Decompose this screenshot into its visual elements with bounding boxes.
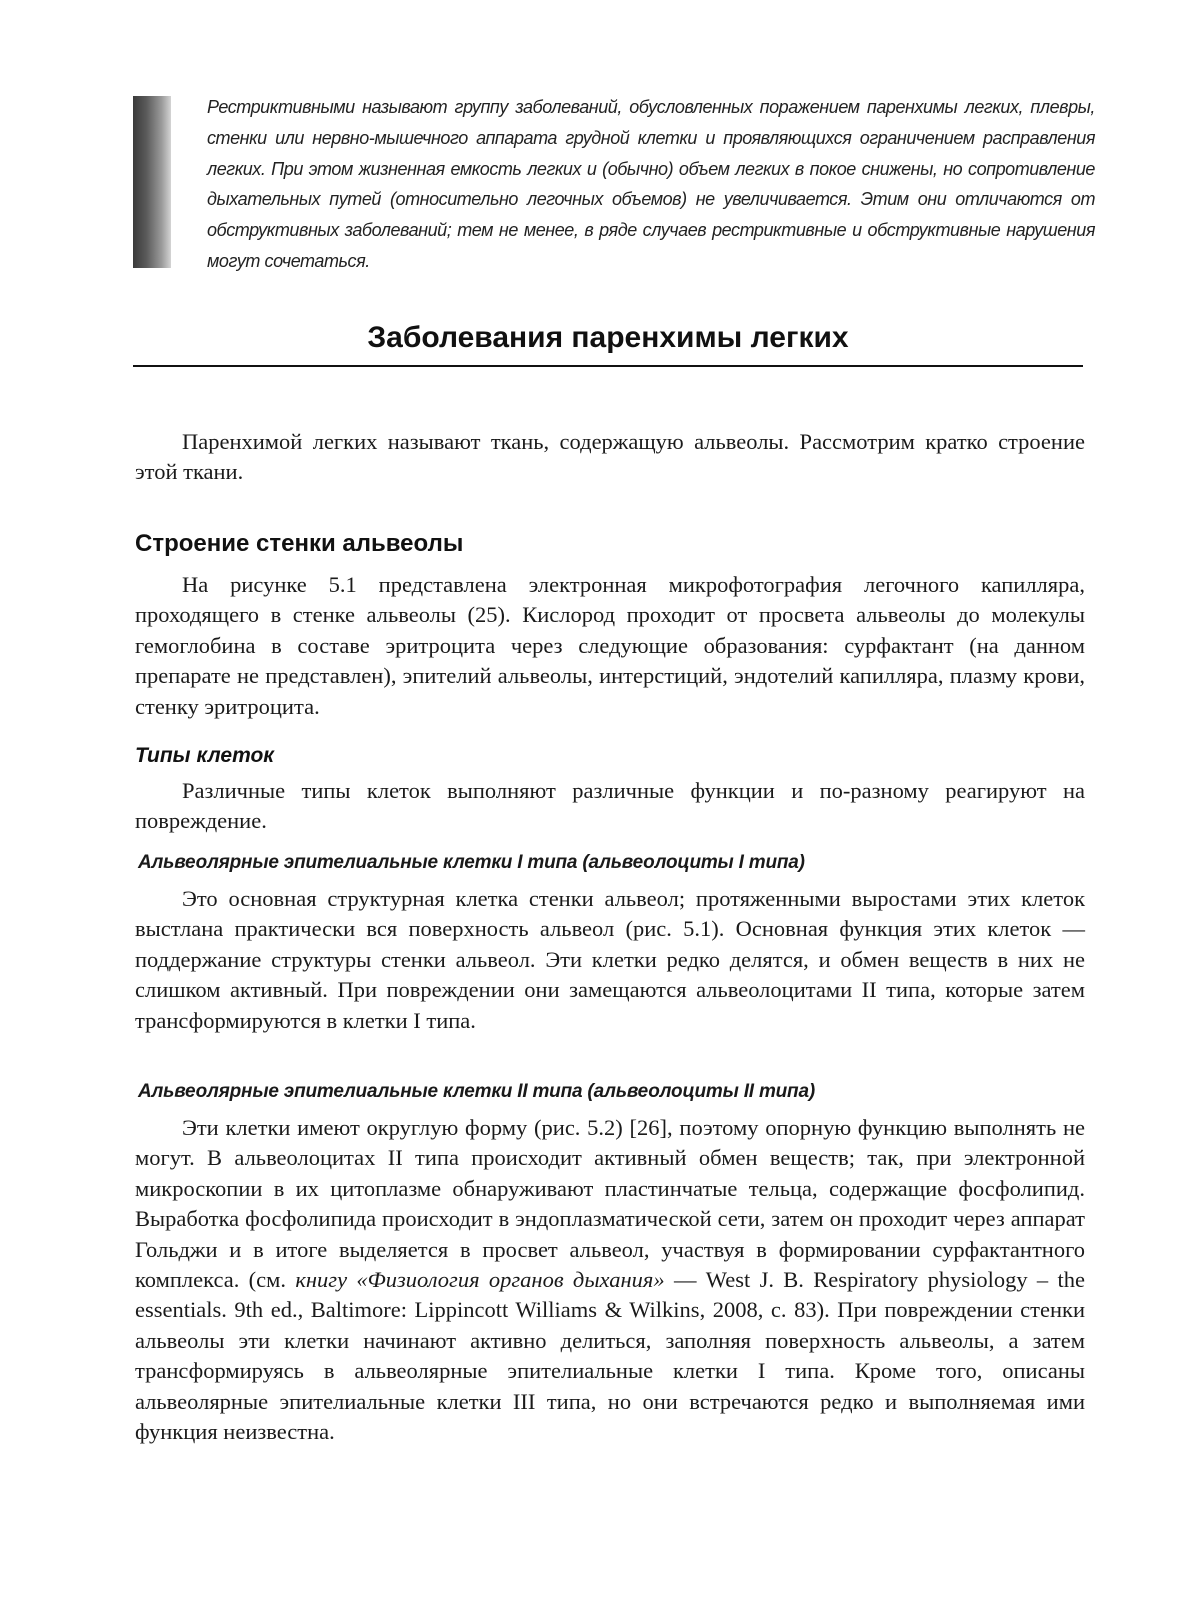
heading-type1-cells: Альвеолярные эпителиальные клетки I типа (альвеолоциты I типа): [138, 852, 805, 873]
paragraph-type1-cells: Это основная структурная клетка стенки альвеол; протяженными выростами этих клеток выстлана практически вся поверхность альвеол (рис. 5.1). Основная функция этих клеток — поддержание структуры стенки альвеол. Эти клетки редко делятся, и обмен веществ в них не слишком активный. При повреждении они замещаются альвеолоцитами II типа, которые затем трансформируются в клетки I типа.: [135, 886, 1085, 1033]
chapter-title: Заболевания паренхимы легких: [367, 321, 849, 354]
book-reference: книгу «Физиология органов дыхания»: [295, 1267, 665, 1293]
type2-text-part2: — West J. B. Respiratory physiology – the essentials. 9th ed., Baltimore: Lippincott Williams & Wilkins, 2008, с. 83). При повреждении стенки альвеолы эти клетки начинают активно делиться, заполняя поверхность альвеолы, а затем трансформируясь в альвеолярные эпителиальные клетки I типа. Кроме того, описаны альвеолярные эпителиальные клетки III типа, но они встречаются редко и выполняемая ими функция неизвестна.: [135, 1267, 1085, 1445]
callout-text: Рестриктивными называют группу заболеваний, обусловленных поражением паренхимы легких, плевры, стенки или нервно-мышечного аппарата грудной клетки и проявляющихся ограничением расправления легких. При этом жизненная емкость легких и (обычно) объем легких в покое снижены, но сопротивление дыхательных путей (относительно легочных объемов) не увеличивается. Этим они отличаются от обструктивных заболеваний; тем не менее, в ряде случаев рестриктивные и обструктивные нарушения могут сочетаться.: [207, 97, 1095, 271]
paragraph-type2-cells: [135, 1113, 1085, 1447]
callout-side-bar: [133, 96, 171, 268]
section-heading-alveolar-wall: Строение стенки альвеолы: [135, 530, 464, 557]
chapter-title-underline: [133, 365, 1083, 367]
paragraph-alveolar-wall: На рисунке 5.1 представлена электронная микрофотография легочного капилляра, проходящего в стенке альвеолы (25). Кислород проходит от просвета альвеолы до молекулы гемоглобина в составе эритроцита через следующие образования: сурфактант (на данном препарате не представлен), эпителий альвеолы, интерстиций, эндотелий капилляра, плазму крови, стенку эритроцита.: [135, 572, 1085, 719]
subsection-heading-cell-types: Типы клеток: [135, 744, 274, 767]
intro-paragraph: Паренхимой легких называют ткань, содержащую альвеолы. Рассмотрим кратко строение этой ткани.: [135, 429, 1085, 485]
paragraph-cell-types: Различные типы клеток выполняют различные функции и по-разному реагируют на повреждение.: [135, 778, 1085, 834]
type2-text-part1: Эти клетки имеют округлую форму (рис. 5.2) [26], поэтому опорную функцию выполнять не могут. В альвеолоцитах II типа происходит активный обмен веществ; так, при электронной микроскопии в их цитоплазме обнаруживают пластинчатые тельца, содержащие фосфолипид. Выработка фосфолипида происходит в эндоплазматической сети, затем он проходит через аппарат Гольджи и в итоге выделяется в просвет альвеол, участвуя в формировании сурфактантного комплекса. (см.: [135, 1115, 1085, 1293]
definition-callout: [133, 92, 1095, 272]
heading-type2-cells: Альвеолярные эпителиальные клетки II типа (альвеолоциты II типа): [138, 1081, 815, 1102]
